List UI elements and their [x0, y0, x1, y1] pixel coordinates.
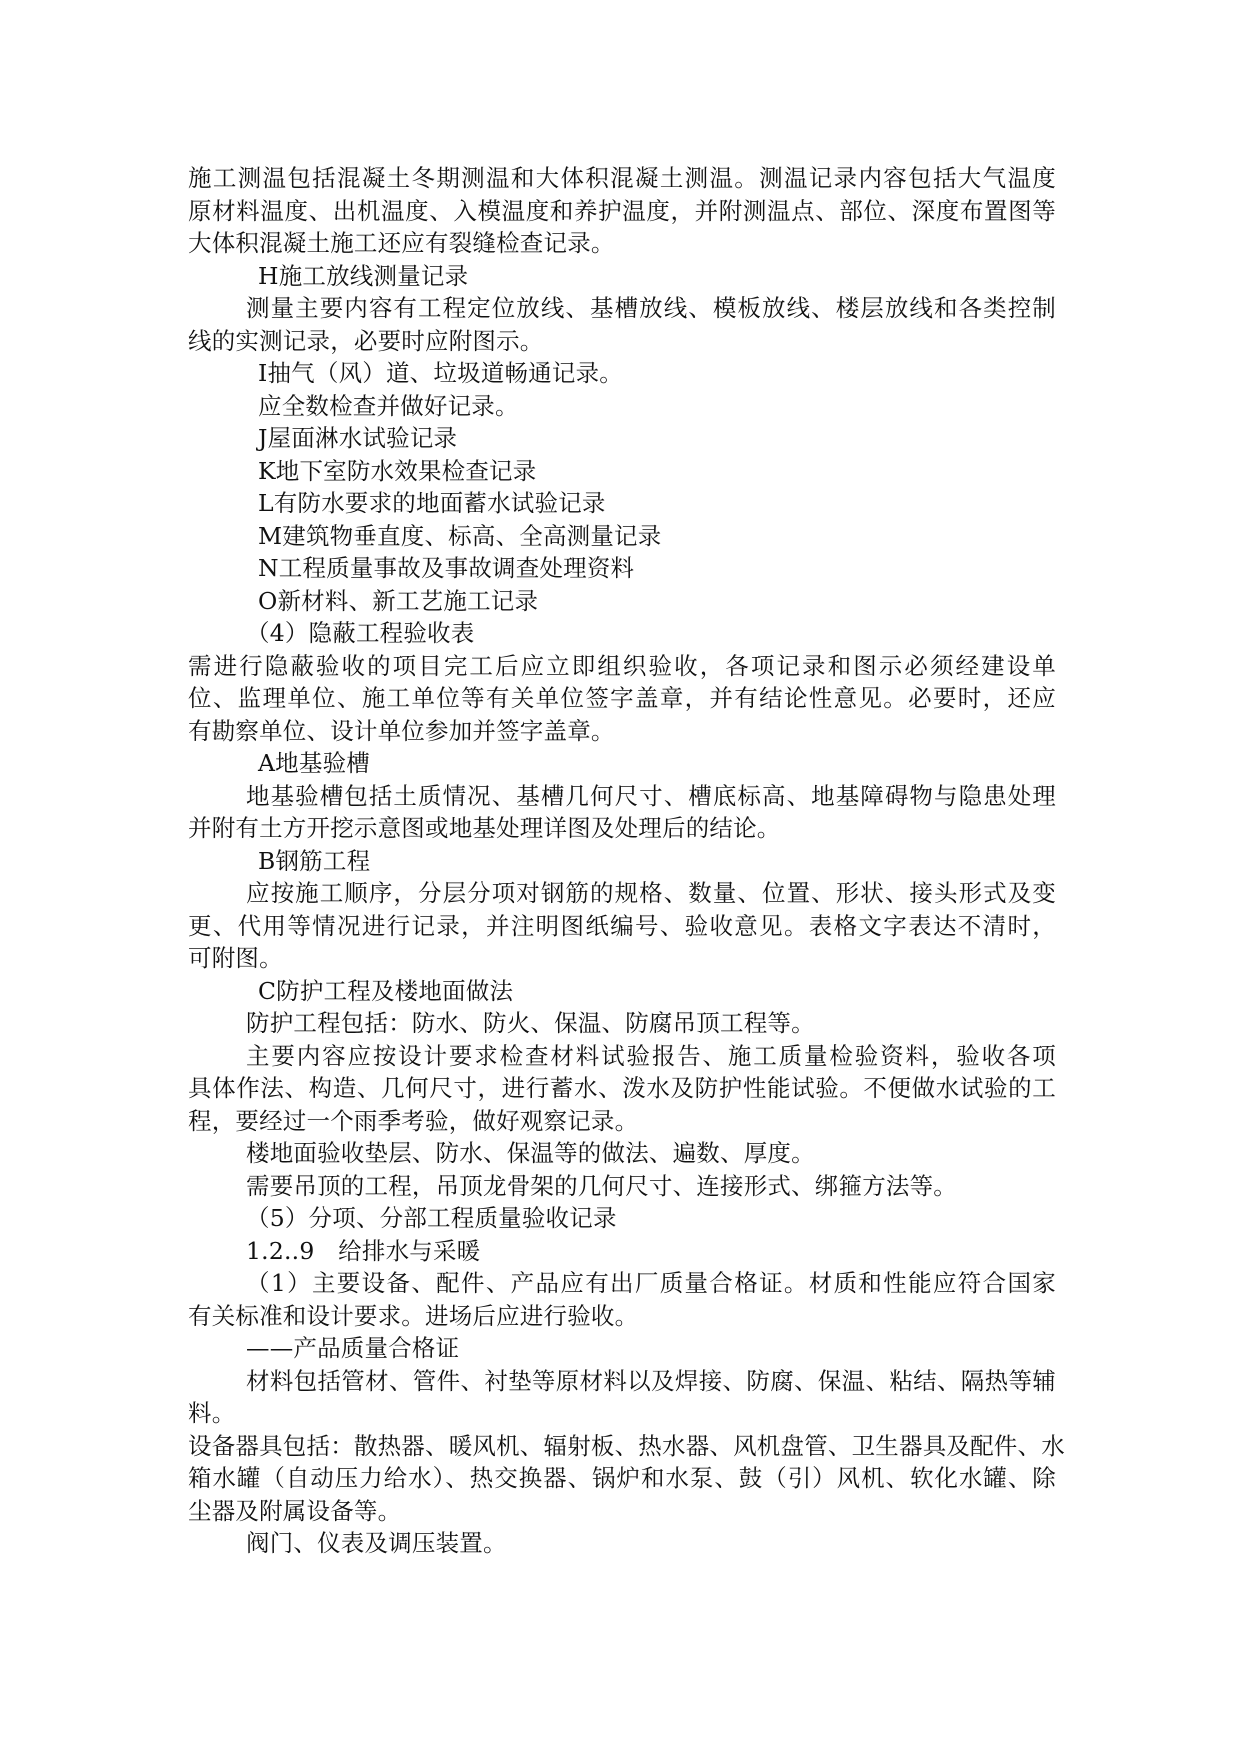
text-line: 防护工程包括：防水、防火、保温、防腐吊顶工程等。 — [246, 1009, 815, 1037]
text-line: 楼地面验收垫层、防水、保温等的做法、遍数、厚度。 — [246, 1139, 815, 1167]
text-line: 材料包括管材、管件、衬垫等原材料以及焊接、防腐、保温、粘结、隔热等辅 — [246, 1366, 1056, 1395]
text-line: 测量主要内容有工程定位放线、基槽放线、模板放线、楼层放线和各类控制 — [246, 294, 1056, 322]
text-line: 有勘察单位、设计单位参加并签字盖章。 — [188, 716, 615, 745]
text-line: 尘器及附属设备等。 — [188, 1496, 402, 1525]
text-line: 应按施工顺序，分层分项对钢筋的规格、数量、位置、形状、接头形式及变 — [246, 879, 1056, 907]
text-line: 施工测温包括混凝土冬期测温和大体积混凝土测温。测温记录内容包括大气温度 — [188, 164, 1056, 192]
text-line: 箱水罐（自动压力给水）、热交换器、锅炉和水泵、鼓（引）风机、软化水罐、除 — [188, 1464, 1056, 1492]
text-line: 地基验槽包括土质情况、基槽几何尺寸、槽底标高、地基障碍物与隐患处理 — [246, 781, 1056, 810]
text-line: 设备器具包括：散热器、暖风机、辐射板、热水器、风机盘管、卫生器具及配件、水 — [188, 1431, 1065, 1460]
text-line: 1.2..9 给排水与采暖 — [246, 1236, 481, 1265]
text-line: 并附有土方开挖示意图或地基处理详图及处理后的结论。 — [188, 814, 781, 842]
text-line: O新材料、新工艺施工记录 — [258, 586, 539, 615]
document-body — [188, 162, 1065, 1560]
text-line: （5）分项、分部工程质量验收记录 — [246, 1204, 617, 1232]
text-line: 需进行隐蔽验收的项目完工后应立即组织验收，各项记录和图示必须经建设单 — [188, 651, 1056, 680]
text-line: K地下室防水效果检查记录 — [258, 456, 537, 485]
text-line: 需要吊顶的工程，吊顶龙骨架的几何尺寸、连接形式、绑箍方法等。 — [246, 1171, 957, 1200]
text-line: J屋面淋水试验记录 — [258, 424, 458, 452]
text-line: C防护工程及楼地面做法 — [258, 976, 514, 1005]
text-line: 应全数检查并做好记录。 — [258, 391, 519, 420]
text-line: 程，要经过一个雨季考验，做好观察记录。 — [188, 1106, 639, 1135]
text-line: 阀门、仪表及调压装置。 — [246, 1529, 507, 1557]
text-line: 可附图。 — [188, 944, 283, 972]
text-line: L有防水要求的地面蓄水试验记录 — [258, 489, 606, 517]
text-line: 原材料温度、出机温度、入模温度和养护温度，并附测温点、部位、深度布置图等 — [188, 196, 1056, 225]
text-line: 大体积混凝土施工还应有裂缝检查记录。 — [188, 229, 615, 257]
text-line: H施工放线测量记录 — [258, 261, 469, 290]
text-line: 有关标准和设计要求。进场后应进行验收。 — [188, 1301, 639, 1330]
text-line: 位、监理单位、施工单位等有关单位签字盖章，并有结论性意见。必要时，还应 — [188, 684, 1056, 712]
text-line: 线的实测记录，必要时应附图示。 — [188, 326, 544, 355]
text-line: A地基验槽 — [258, 749, 370, 777]
text-line: 更、代用等情况进行记录，并注明图纸编号、验收意见。表格文字表达不清时， — [188, 911, 1056, 940]
text-line: 主要内容应按设计要求检查材料试验报告、施工质量检验资料，验收各项 — [246, 1041, 1056, 1070]
text-line: N工程质量事故及事故调查处理资料 — [258, 554, 635, 582]
text-line: 具体作法、构造、几何尺寸，进行蓄水、泼水及防护性能试验。不便做水试验的工 — [188, 1074, 1056, 1102]
text-line: （4）隐蔽工程验收表 — [246, 619, 475, 647]
text-line: B钢筋工程 — [258, 846, 371, 875]
text-line: 料。 — [188, 1399, 236, 1427]
text-line: I抽气（风）道、垃圾道畅通记录。 — [258, 359, 623, 387]
text-line: ——产品质量合格证 — [246, 1334, 460, 1362]
text-line: M建筑物垂直度、标高、全高测量记录 — [258, 521, 662, 550]
text-line: （1）主要设备、配件、产品应有出厂质量合格证。材质和性能应符合国家 — [246, 1269, 1056, 1297]
